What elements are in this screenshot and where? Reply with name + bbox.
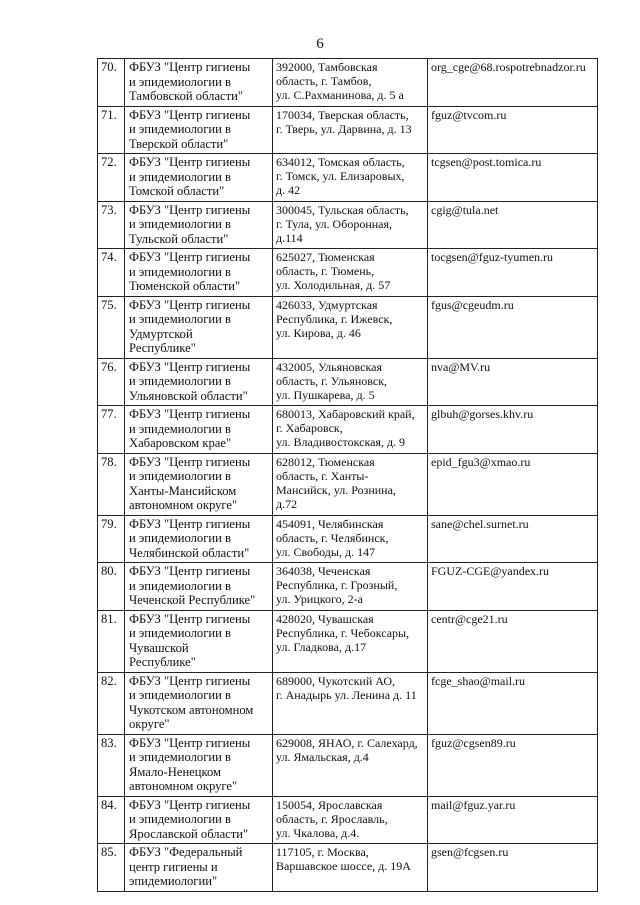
organization-name-cell bbox=[125, 249, 273, 297]
row-number: 84. bbox=[101, 797, 117, 812]
email-address: fguz@cgsen89.ru bbox=[431, 735, 516, 750]
address: 625027, Тюменская область, г. Тюмень, ул. Холодильная, д. 57 bbox=[276, 250, 391, 293]
organization-name: ФБУЗ "Федеральный центр гигиены и эпидемиологии" bbox=[129, 845, 243, 888]
row-number: 83. bbox=[101, 735, 117, 750]
organization-name-cell bbox=[125, 672, 273, 734]
organization-name-cell bbox=[125, 453, 273, 515]
table-row bbox=[98, 515, 598, 563]
address: 364038, Чеченская Республика, г. Грозный, ул. Урицкого, 2-а bbox=[276, 564, 398, 607]
email-address: fgus@cgeudm.ru bbox=[431, 297, 514, 312]
address: 629008, ЯНАО, г. Салехард, ул. Ямальская, д.4 bbox=[276, 735, 418, 764]
organization-name-cell bbox=[125, 796, 273, 844]
address: 634012, Томская область, г. Томск, ул. Елизаровых, д. 42 bbox=[276, 155, 405, 198]
address-cell bbox=[273, 358, 428, 406]
table-row bbox=[98, 59, 598, 107]
email-address-cell bbox=[428, 154, 598, 202]
organization-name: ФБУЗ "Центр гигиены и эпидемиологии в Тульской области" bbox=[129, 202, 251, 246]
address: 454091, Челябинская область, г. Челябинск, ул. Свободы, д. 147 bbox=[276, 516, 389, 559]
email-address-cell bbox=[428, 296, 598, 358]
email-address-cell bbox=[428, 106, 598, 154]
row-number: 85. bbox=[101, 845, 117, 859]
email-address: sane@chel.surnet.ru bbox=[431, 516, 529, 531]
row-number-cell bbox=[98, 672, 125, 734]
row-number: 82. bbox=[101, 673, 117, 688]
email-address-cell bbox=[428, 59, 598, 107]
table-row bbox=[98, 296, 598, 358]
address-cell bbox=[273, 796, 428, 844]
email-address-cell bbox=[428, 358, 598, 406]
email-address: org_cge@68.rospotrebnadzor.ru bbox=[431, 60, 586, 74]
email-address-cell bbox=[428, 610, 598, 672]
email-address: nva@MV.ru bbox=[431, 359, 491, 374]
address-cell bbox=[273, 672, 428, 734]
address: 428020, Чувашская Республика, г. Чебоксары, ул. Гладкова, д.17 bbox=[276, 611, 410, 654]
row-number-cell bbox=[98, 406, 125, 454]
organization-name-cell bbox=[125, 59, 273, 107]
organization-name-cell bbox=[125, 106, 273, 154]
organization-name-cell bbox=[125, 358, 273, 406]
email-address-cell bbox=[428, 453, 598, 515]
organization-name-cell bbox=[125, 734, 273, 796]
email-address-cell bbox=[428, 563, 598, 611]
organization-name: ФБУЗ "Центр гигиены и эпидемиологии в Ханты-Мансийском автономном округе" bbox=[129, 454, 251, 512]
email-address-cell bbox=[428, 201, 598, 249]
row-number-cell bbox=[98, 106, 125, 154]
address: 117105, г. Москва, Варшавское шоссе, д. 19А bbox=[276, 845, 411, 874]
organization-name-cell bbox=[125, 563, 273, 611]
organization-name: ФБУЗ "Центр гигиены и эпидемиологии в Чукотском автономном округе" bbox=[129, 673, 254, 731]
row-number-cell bbox=[98, 563, 125, 611]
table-row bbox=[98, 672, 598, 734]
row-number-cell bbox=[98, 296, 125, 358]
row-number: 70. bbox=[101, 60, 117, 74]
organization-name: ФБУЗ "Центр гигиены и эпидемиологии в Тюменской области" bbox=[129, 250, 251, 293]
organization-name-cell bbox=[125, 844, 273, 892]
table-row bbox=[98, 610, 598, 672]
page-number: 6 bbox=[316, 36, 324, 52]
email-address: cgig@tula.net bbox=[431, 202, 499, 217]
address: 628012, Тюменская область, г. Ханты- Мансийск, ул. Рознина, д.72 bbox=[276, 454, 396, 512]
row-number-cell bbox=[98, 59, 125, 107]
email-address: FGUZ-CGE@yandex.ru bbox=[431, 564, 550, 578]
address-cell bbox=[273, 563, 428, 611]
institutions-table bbox=[97, 58, 598, 892]
row-number-cell bbox=[98, 453, 125, 515]
organization-name: ФБУЗ "Центр гигиены и эпидемиологии в Чувашской Республике" bbox=[129, 611, 251, 669]
email-address: mail@fguz.yar.ru bbox=[431, 797, 516, 812]
row-number-cell bbox=[98, 844, 125, 892]
address-cell bbox=[273, 249, 428, 297]
organization-name: ФБУЗ "Центр гигиены и эпидемиологии в Ямало-Ненецком автономном округе" bbox=[129, 735, 251, 793]
address-cell bbox=[273, 734, 428, 796]
organization-name: ФБУЗ "Центр гигиены и эпидемиологии в Ульяновской области" bbox=[129, 359, 251, 403]
row-number-cell bbox=[98, 610, 125, 672]
row-number-cell bbox=[98, 734, 125, 796]
address: 150054, Ярославская область, г. Ярославль, ул. Чкалова, д.4. bbox=[276, 797, 388, 840]
email-address: gsen@fcgsen.ru bbox=[431, 845, 509, 859]
address-cell bbox=[273, 453, 428, 515]
address-cell bbox=[273, 201, 428, 249]
address: 300045, Тульская область, г. Тула, ул. Оборонная, д.114 bbox=[276, 202, 409, 245]
organization-name-cell bbox=[125, 296, 273, 358]
organization-name: ФБУЗ "Центр гигиены и эпидемиологии в Удмуртской Республике" bbox=[129, 297, 251, 355]
address-cell bbox=[273, 610, 428, 672]
email-address: fguz@tvcom.ru bbox=[431, 107, 507, 122]
address: 680013, Хабаровский край, г. Хабаровск, ул. Владивостокская, д. 9 bbox=[276, 407, 415, 450]
address-cell bbox=[273, 106, 428, 154]
table-row bbox=[98, 406, 598, 454]
row-number-cell bbox=[98, 249, 125, 297]
organization-name: ФБУЗ "Центр гигиены и эпидемиологии в Чеченской Республике" bbox=[129, 564, 256, 607]
email-address-cell bbox=[428, 515, 598, 563]
row-number: 72. bbox=[101, 155, 117, 169]
table-row bbox=[98, 201, 598, 249]
table-row bbox=[98, 453, 598, 515]
email-address-cell bbox=[428, 796, 598, 844]
address-cell bbox=[273, 59, 428, 107]
table-row bbox=[98, 734, 598, 796]
row-number: 75. bbox=[101, 297, 117, 312]
address: 170034, Тверская область, г. Тверь, ул. Дарвина, д. 13 bbox=[276, 107, 412, 136]
organization-name: ФБУЗ "Центр гигиены и эпидемиологии в Ярославской области" bbox=[129, 797, 251, 841]
organization-name: ФБУЗ "Центр гигиены и эпидемиологии в Челябинской области" bbox=[129, 516, 251, 560]
organization-name-cell bbox=[125, 515, 273, 563]
table-row bbox=[98, 796, 598, 844]
row-number-cell bbox=[98, 515, 125, 563]
table-row bbox=[98, 358, 598, 406]
table-row bbox=[98, 844, 598, 892]
row-number: 81. bbox=[101, 611, 117, 626]
row-number-cell bbox=[98, 796, 125, 844]
row-number-cell bbox=[98, 358, 125, 406]
address-cell bbox=[273, 515, 428, 563]
table-row bbox=[98, 249, 598, 297]
organization-name: ФБУЗ "Центр гигиены и эпидемиологии в Тамбовской области" bbox=[129, 60, 251, 103]
row-number: 78. bbox=[101, 454, 117, 469]
email-address: epid_fgu3@xmao.ru bbox=[431, 454, 531, 469]
email-address: fcge_shao@mail.ru bbox=[431, 673, 526, 688]
table-row bbox=[98, 106, 598, 154]
email-address-cell bbox=[428, 249, 598, 297]
address: 426033, Удмуртская Республика, г. Ижевск, ул. Кирова, д. 46 bbox=[276, 297, 393, 340]
address: 432005, Ульяновская область, г. Ульяновск, ул. Пушкарева, д. 5 bbox=[276, 359, 388, 402]
row-number: 76. bbox=[101, 359, 117, 374]
email-address: glbuh@gorses.khv.ru bbox=[431, 407, 534, 421]
organization-name-cell bbox=[125, 610, 273, 672]
row-number: 77. bbox=[101, 407, 117, 421]
address-cell bbox=[273, 154, 428, 202]
row-number: 80. bbox=[101, 564, 117, 578]
email-address-cell bbox=[428, 406, 598, 454]
organization-name-cell bbox=[125, 154, 273, 202]
address: 392000, Тамбовская область, г. Тамбов, ул. С.Рахманинова, д. 5 а bbox=[276, 60, 404, 103]
row-number-cell bbox=[98, 154, 125, 202]
organization-name: ФБУЗ "Центр гигиены и эпидемиологии в Хабаровском крае" bbox=[129, 407, 251, 450]
address-cell bbox=[273, 296, 428, 358]
organization-name: ФБУЗ "Центр гигиены и эпидемиологии в Томской области" bbox=[129, 155, 251, 198]
row-number-cell bbox=[98, 201, 125, 249]
email-address-cell bbox=[428, 672, 598, 734]
organization-name-cell bbox=[125, 201, 273, 249]
row-number: 71. bbox=[101, 107, 117, 122]
table-row bbox=[98, 154, 598, 202]
address: 689000, Чукотский АО, г. Анадырь ул. Ленина д. 11 bbox=[276, 673, 417, 702]
email-address: tcgsen@post.tomica.ru bbox=[431, 155, 542, 169]
email-address-cell bbox=[428, 734, 598, 796]
table-row bbox=[98, 563, 598, 611]
row-number: 74. bbox=[101, 250, 117, 264]
address-cell bbox=[273, 406, 428, 454]
organization-name: ФБУЗ "Центр гигиены и эпидемиологии в Тверской области" bbox=[129, 107, 251, 151]
email-address-cell bbox=[428, 844, 598, 892]
organization-name-cell bbox=[125, 406, 273, 454]
email-address: centr@cge21.ru bbox=[431, 611, 508, 626]
address-cell bbox=[273, 844, 428, 892]
row-number: 79. bbox=[101, 516, 117, 531]
row-number: 73. bbox=[101, 202, 117, 217]
email-address: tocgsen@fguz-tyumen.ru bbox=[431, 250, 554, 264]
